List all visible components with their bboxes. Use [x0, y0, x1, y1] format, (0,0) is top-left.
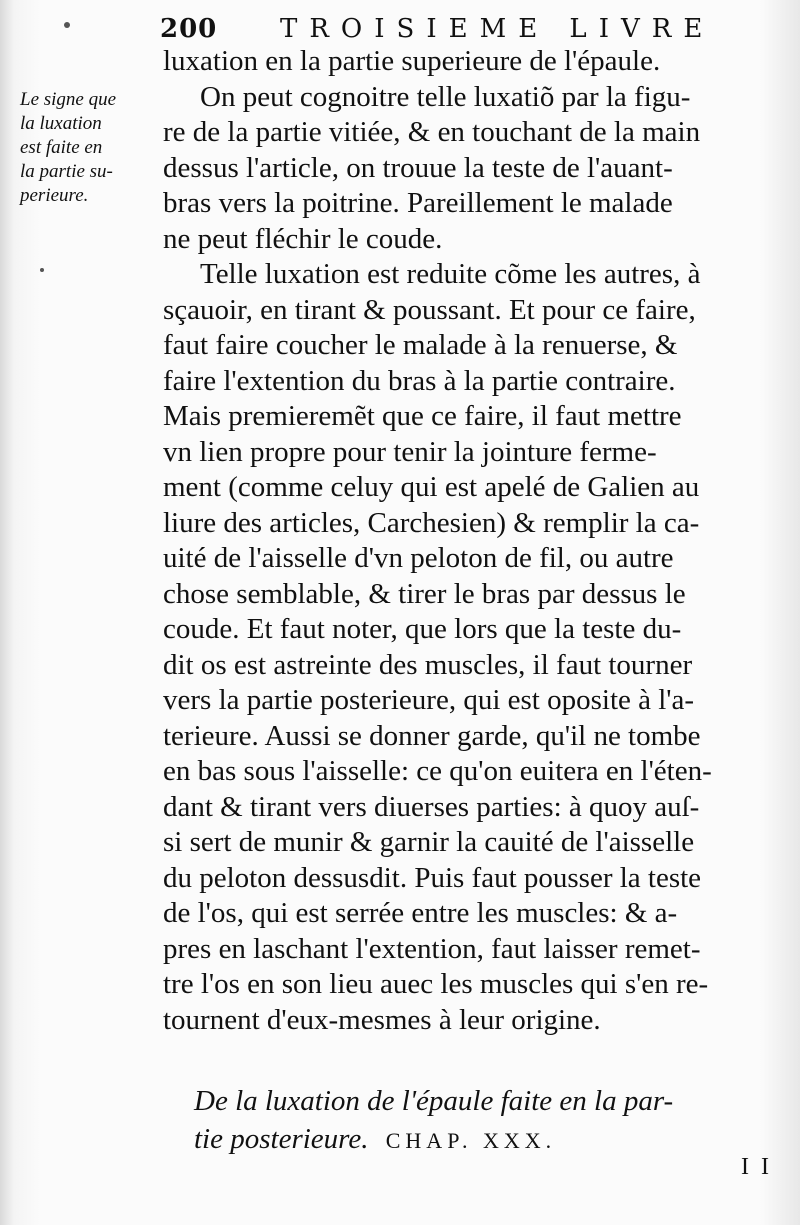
text-line: re de la partie vitiée, & en touchant de la main [163, 116, 701, 148]
chapter-title-line: De la luxation de l'épaule faite en la par- [194, 1085, 674, 1117]
text-line: dit os est astreinte des muscles, il faut tourner [163, 648, 693, 681]
text-line: bras vers la poitrine. Pareillement le malade [163, 187, 673, 219]
text-line: coude. Et faut noter, que lors que la teste du- [163, 613, 682, 645]
text-line: tre l'os en son lieu auec les muscles qui s'en re- [163, 968, 709, 1000]
text-line: liure des articles, Carchesien) & remplir la ca- [163, 506, 700, 539]
text-line: ne peut fléchir le coude. [163, 222, 443, 255]
text-line: tournent d'eux-mesmes à leur origine. [163, 1003, 601, 1036]
text-line: vn lien propre pour tenir la jointure ferme- [163, 435, 657, 468]
text-line: chose semblable, & tirer le bras par dessus le [163, 577, 686, 610]
text-line: Mais premieremẽt que ce faire, il faut mettre [163, 400, 682, 432]
signature-mark: I I [741, 1154, 772, 1180]
text-line: de l'os, qui est serrée entre les muscles: & a- [163, 897, 678, 929]
margin-note-line: la luxation [20, 113, 102, 134]
text-line: faire l'extention du bras à la partie contraire. [163, 364, 676, 397]
chapter-heading [194, 1082, 764, 1160]
running-title: TROISIEME LIVRE [280, 14, 715, 44]
text-line: en bas sous l'aisselle: ce qu'on euitera en l'éten- [163, 755, 712, 787]
text-line: dessus l'article, on trouue la teste de l'auant- [163, 151, 673, 184]
ink-speck [64, 22, 70, 28]
paragraph-start-line: Telle luxation est reduite cõme les autres, à [200, 258, 701, 290]
margin-note [20, 88, 160, 208]
chapter-number: CHAP. XXX. [385, 1128, 557, 1153]
text-line: faut faire coucher le malade à la renuerse, & [163, 329, 678, 361]
text-line: si sert de munir & garnir la cauité de l'aisselle [163, 826, 695, 858]
ink-speck [40, 268, 44, 272]
text-line: ment (comme celuy qui est apelé de Galien au [163, 471, 700, 503]
margin-note-line: la partie su- [20, 161, 113, 182]
text-line: terieure. Aussi se donner garde, qu'il ne tombe [163, 719, 701, 752]
margin-note-line: Le signe que [20, 89, 117, 110]
margin-note-line: perieure. [20, 185, 89, 206]
paragraph-start-line: On peut cognoitre telle luxatiõ par la figu- [200, 80, 691, 113]
chapter-title-line-2 [194, 1120, 764, 1160]
text-line: uité de l'aisselle d'vn peloton de fil, ou autre [163, 542, 674, 574]
text-line: vers la partie posterieure, qui est oposite à l'a- [163, 684, 695, 716]
text-line: du peloton dessusdit. Puis faut pousser la teste [163, 861, 702, 894]
text-line: dant & tirant vers diuerses parties: à quoy auſ- [163, 790, 700, 823]
chapter-title-end: tie posterieure. [194, 1123, 369, 1155]
text-line: luxation en la partie superieure de l'épaule. [163, 45, 661, 77]
text-line: pres en laschant l'extention, faut laisser remet- [163, 932, 701, 965]
text-line: sçauoir, en tirant & poussant. Et pour ce faire, [163, 293, 696, 326]
main-text [163, 44, 763, 1038]
margin-note-line: est faite en [20, 137, 103, 158]
page-number: 200 [160, 14, 218, 44]
